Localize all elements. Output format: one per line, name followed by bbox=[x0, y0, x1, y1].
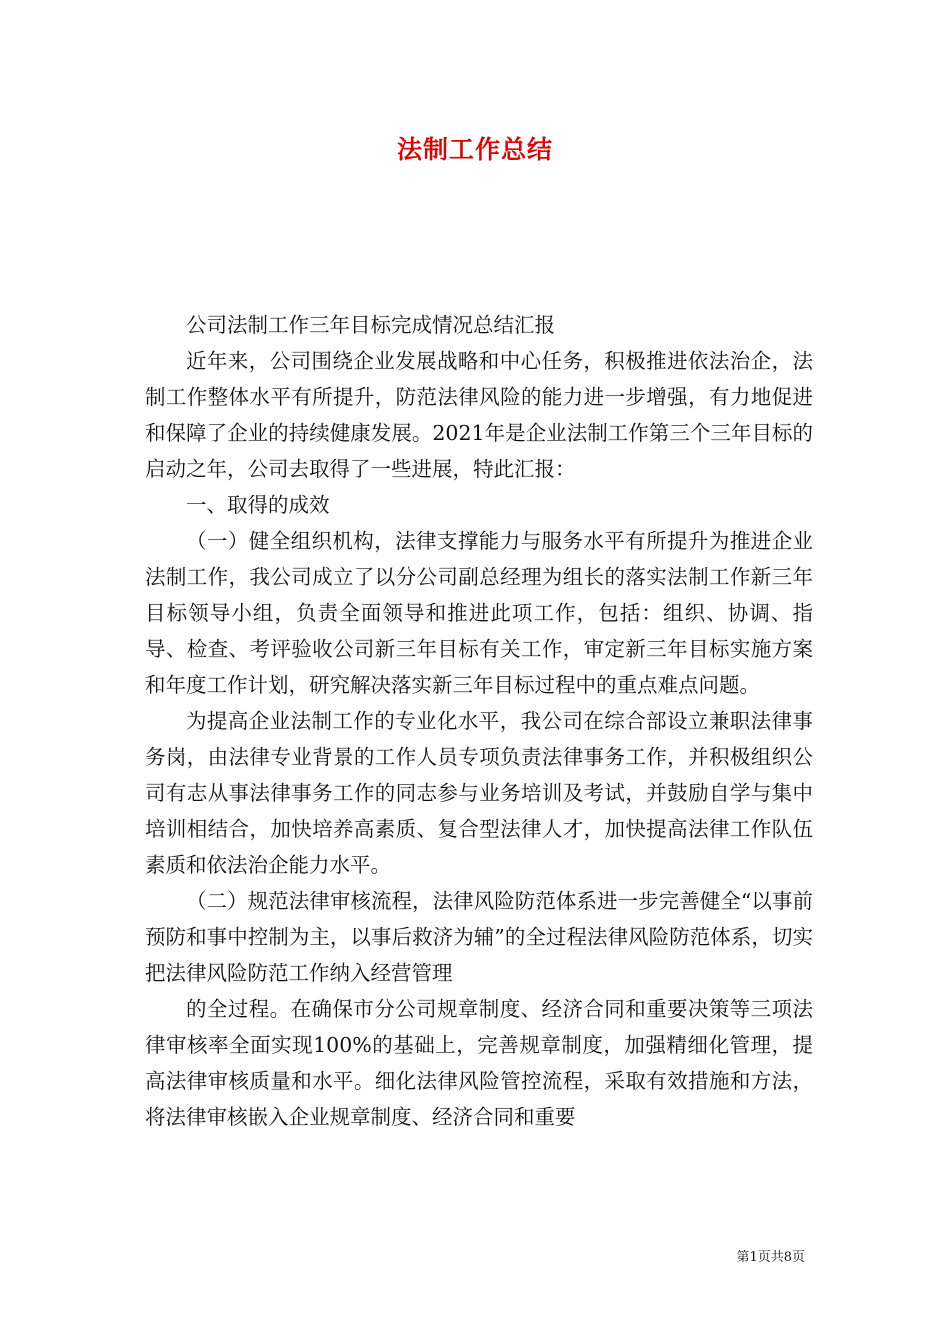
document-title: 法制工作总结 bbox=[396, 135, 553, 164]
paragraph-review-process: （二）规范法律审核流程，法律风险防范体系进一步完善健全“以事前预防和事中控制为主，以事后救济为辅”的全过程法律风险防范体系，切实把法律风险防范工作纳入经营管理 bbox=[145, 889, 813, 985]
paragraph-organization: （一）健全组织机构，法律支撑能力与服务水平有所提升为推进企业法制工作，我公司成立了以分公司副总经理为组长的落实法制工作新三年目标领导小组，负责全面领导和推进此项工作，包括：组织、协调、指导、检查、考评验收公司新三年目标有关工作，审定新三年目标实施方案和年度工作计划，研究解决落实新三年目标过程中的重点难点问题。 bbox=[145, 529, 813, 697]
document-body bbox=[145, 307, 813, 1135]
paragraph-intro: 近年来，公司围绕企业发展战略和中心任务，积极推进依法治企，法制工作整体水平有所提升，防范法律风险的能力进一步增强，有力地促进和保障了企业的持续健康发展。2021年是企业法制工作第三个三年目标的启动之年，公司去取得了一些进展，特此汇报： bbox=[145, 349, 813, 481]
section-heading-achievements: 一、取得的成效 bbox=[186, 493, 330, 517]
paragraph-subtitle: 公司法制工作三年目标完成情况总结汇报 bbox=[186, 313, 555, 337]
paragraph-professionalization: 为提高企业法制工作的专业化水平，我公司在综合部设立兼职法律事务岗，由法律专业背景的工作人员专项负责法律事务工作，并积极组织公司有志从事法律事务工作的同志参与业务培训及考试，并鼓励自学与集中培训相结合，加快培养高素质、复合型法律人才，加快提高法律工作队伍素质和依法治企能力水平。 bbox=[145, 709, 813, 877]
paragraph-review-continued: 的全过程。在确保市分公司规章制度、经济合同和重要决策等三项法律审核率全面实现100%的基础上，完善规章制度，加强精细化管理，提高法律审核质量和水平。细化法律风险管控流程，采取有效措施和方法，将法律审核嵌入企业规章制度、经济合同和重要 bbox=[145, 997, 813, 1129]
page-number: 第1页共8页 bbox=[736, 1250, 805, 1265]
